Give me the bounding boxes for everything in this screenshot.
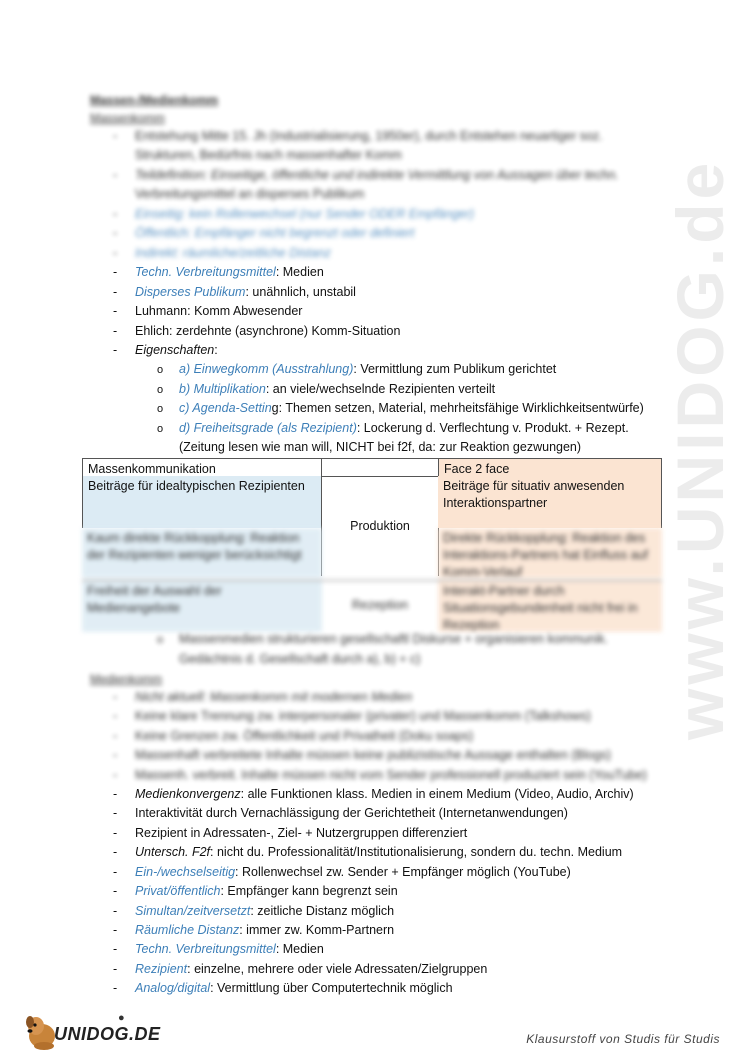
table-header-f2f: Face 2 face	[438, 458, 662, 477]
logo-text: UNIDOG.DE	[54, 1024, 161, 1044]
table-cell-reception-mass: Freiheit der Auswahl der Medienangebote	[82, 580, 322, 632]
list-item: - Untersch. F2f: nicht du. Professionalität/Institutionalisierung, sondern du. techn. Medium	[113, 845, 623, 859]
blurred-item: - Öffentlich: Empfänger nicht begrenzt oder definiert	[113, 226, 415, 240]
table-cell-feedback-mass: Kaum direkte Rückkopplung: Reaktion der Rezipienten weniger berücksichtigt	[82, 528, 322, 578]
list-item: - Ehlich: zerdehnte (asynchrone) Komm-Situation	[113, 324, 401, 338]
table-cell-feedback-f2f: Direkte Rückkopplung: Reaktion des Interaktions-Partners hat Einfluss auf Komm-Verlauf	[438, 528, 662, 578]
table-cell-reception-label: Rezeption	[321, 580, 439, 632]
table-cell-production-mass: Beiträge für idealtypischen Rezipienten	[82, 476, 322, 528]
list-item: - Ein-/wechselseitig: Rollenwechsel zw. Sender + Empfänger möglich (YouTube)	[113, 865, 571, 879]
sub-list-item: o Massenmedien strukturieren gesellschaftl Diskurse + organisieren kommunik.	[157, 632, 609, 646]
blurred-item: - Teildefinition: Einseitige, öffentliche und indirekte Vermittlung von Aussagen über techn.	[113, 168, 619, 182]
list-item: - Eigenschaften:	[113, 343, 218, 357]
list-item: - Simultan/zeitversetzt: zeitliche Distanz möglich	[113, 904, 395, 918]
section-title: Massen-/Medienkomm	[90, 93, 219, 107]
footer-tagline: Klausurstoff von Studis für Studis	[526, 1032, 720, 1046]
dog-icon	[24, 1012, 58, 1052]
paw-icon: ●	[118, 1012, 125, 1024]
blurred-item-cont: Verbreitungsmittel an disperses Publikum	[135, 187, 365, 201]
blurred-item-cont: Strukturen, Bedürfnis nach massenhafter Komm	[135, 148, 402, 162]
table-cell-reception-f2f: Interakt-Partner durch Situationsgebundenheit nicht frei in Rezeption	[438, 580, 662, 632]
blurred-item: - Massenh. verbreit. Inhalte müssen nicht vom Sender professionell produziert sein (YouTube)	[113, 768, 647, 782]
comparison-table	[82, 458, 662, 632]
sub-list-item: o b) Multiplikation: an viele/wechselnde Rezipienten verteilt	[157, 382, 496, 396]
unidog-logo	[24, 1012, 161, 1052]
table-cell-production-label: Produktion	[321, 476, 439, 576]
list-item: - Räumliche Distanz: immer zw. Komm-Partnern	[113, 923, 395, 937]
blurred-item: - Keine Grenzen zw. Öffentlichkeit und Privatheit (Doku soaps)	[113, 729, 474, 743]
list-item: - Disperses Publikum: unähnlich, unstabil	[113, 285, 356, 299]
list-item: - Rezipient in Adressaten-, Ziel- + Nutzergruppen differenziert	[113, 826, 468, 840]
blurred-item: - Einseitig: kein Rollenwechsel (nur Sender ODER Empfänger)	[113, 207, 475, 221]
list-item: - Analog/digital: Vermittlung über Computertechnik möglich	[113, 981, 453, 995]
table-header-mass: Massenkommunikation	[82, 458, 322, 477]
list-item: - Interaktivität durch Vernachlässigung der Gerichtetheit (Internetanwendungen)	[113, 806, 568, 820]
blurred-item: - Keine klare Trennung zw. interpersonaler (privater) und Massenkomm (Talkshows)	[113, 709, 591, 723]
blurred-item: - Entstehung Mitte 15. Jh (Industrialisierung, 1950er), durch Entstehen neuartiger soz.	[113, 129, 603, 143]
sub-list-item: o a) Einwegkomm (Ausstrahlung): Vermittlung zum Publikum gerichtet	[157, 362, 557, 376]
sub-list-item-cont: (Zeitung lesen wie man will, NICHT bei f2f, da: zur Reaktion gezwungen)	[179, 440, 582, 454]
list-item: - Techn. Verbreitungsmittel: Medien	[113, 265, 324, 279]
blurred-item: - Nicht aktuell: Massenkomm mit modernen Medien	[113, 690, 413, 704]
section-heading-medienkomm: Medienkomm	[90, 672, 163, 686]
table-cell-production-f2f: Beiträge für situativ anwesenden Interaktionspartner	[438, 476, 662, 528]
blurred-item: - Indirekt: räumliche/zeitliche Distanz	[113, 246, 331, 260]
table-header-empty	[321, 458, 439, 477]
list-item: - Medienkonvergenz: alle Funktionen klass. Medien in einem Medium (Video, Audio, Archiv)	[113, 787, 634, 801]
list-item: - Techn. Verbreitungsmittel: Medien	[113, 942, 324, 956]
sub-list-item: o c) Agenda-Setting: Themen setzen, Material, mehrheitsfähige Wirklichkeitsentwürfe)	[157, 401, 644, 415]
list-item: - Privat/öffentlich: Empfänger kann begrenzt sein	[113, 884, 398, 898]
sub-list-item: o d) Freiheitsgrade (als Rezipient): Lockerung d. Verflechtung v. Produkt. + Rezept.	[157, 421, 629, 435]
watermark: www.UNIDOG.de	[663, 158, 737, 740]
sub-list-item-cont: Gedächtnis d. Gesellschaft durch a), b) + c)	[179, 652, 421, 666]
section-subtitle: Massenkomm	[90, 111, 165, 125]
blurred-item: - Massenhaft verbreitete Inhalte müssen keine publizistische Aussage enthalten (Blogs)	[113, 748, 611, 762]
list-item: - Luhmann: Komm Abwesender	[113, 304, 303, 318]
list-item: - Rezipient: einzelne, mehrere oder viele Adressaten/Zielgruppen	[113, 962, 488, 976]
